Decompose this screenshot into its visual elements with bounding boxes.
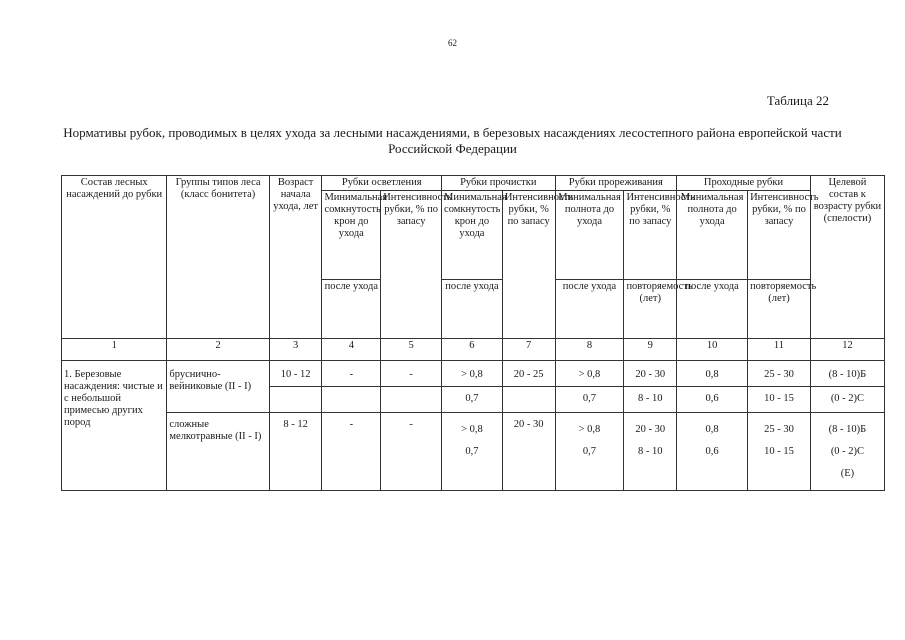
data-cell: > 0,8 [442,361,503,387]
header-min-fullness: Минимальная полнота до ухода [555,191,624,280]
start-age-cell: 8 - 12 [269,413,322,491]
data-cell: 0,6 [705,446,719,457]
data-cell: 0,7 [465,446,479,457]
header-after-care: после ухода [322,280,381,339]
column-number: 3 [269,339,322,361]
column-number: 8 [555,339,624,361]
header-min-density: Минимальная сомкнутость крон до ухода [322,191,381,280]
forest-group-name: сложные мелкотравные (II - I) [167,413,269,491]
header-start-age: Возраст начала ухода, лет [269,176,322,339]
data-cell: > 0,8 [578,424,601,435]
page-number: 62 [448,38,457,48]
data-cell: - [381,413,442,491]
data-cell: - [381,361,442,387]
data-cell: > 0,8 [461,424,483,435]
data-cell: 20 - 25 [502,361,555,387]
data-cell [502,387,555,413]
header-clearing: Рубки осветления [322,176,442,191]
data-cell: 20 - 30 [624,361,677,387]
column-number: 7 [502,339,555,361]
data-cell: - [322,361,381,387]
header-composition: Состав лесных насаждений до рубки [62,176,167,339]
column-number: 11 [748,339,811,361]
start-age-cell [269,387,322,413]
header-target: Целевой состав к возрасту рубки (спелости) [810,176,884,339]
header-intensity: Интенсивность рубки, % по запасу [748,191,811,280]
header-intensity: Интенсивность рубки, % по запасу [502,191,555,339]
header-repeat: повторяемость (лет) [624,280,677,339]
header-cleaning: Рубки прочистки [442,176,556,191]
header-thinning: Рубки прореживания [555,176,677,191]
norms-table [61,175,885,491]
data-cell: (0 - 2)С [810,387,884,413]
data-cell: (8 - 10)Б [828,424,867,435]
column-number: 5 [381,339,442,361]
data-cell: 10 - 15 [748,387,811,413]
data-cell: 10 - 15 [764,446,794,457]
data-cell: (Е) [840,468,855,479]
data-cell: 0,6 [677,387,748,413]
data-cell: 0,8 [705,424,719,435]
data-cell: 8 - 10 [624,387,677,413]
forest-group-name: бруснично-вейниковые (II - I) [167,361,269,413]
column-number: 2 [167,339,269,361]
column-number: 10 [677,339,748,361]
data-cell: (8 - 10)Б [810,361,884,387]
data-cell: > 0,8 [555,361,624,387]
data-cell: 25 - 30 [764,424,794,435]
header-forest-type-groups: Группы типов леса (класс бонитета) [167,176,269,339]
table-title: Нормативы рубок, проводимых в целях ухода за лесными насаждениями, в березовых насаждениях лесостепного района европейской части Российской Федерации [63,125,842,156]
column-number: 6 [442,339,503,361]
data-cell: 0,8 [677,361,748,387]
data-cell: 20 - 30 [502,413,555,491]
data-cell: 8 - 10 [638,446,663,457]
column-number: 4 [322,339,381,361]
header-passage: Проходные рубки [677,176,811,191]
data-cell [381,387,442,413]
header-min-fullness: Минимальная полнота до ухода [677,191,748,280]
data-cell: 25 - 30 [748,361,811,387]
start-age-cell: 10 - 12 [269,361,322,387]
column-number: 12 [810,339,884,361]
header-repeat: повторяемость (лет) [748,280,811,339]
data-cell: 0,7 [582,446,597,457]
data-cell [322,387,381,413]
header-after-care: после ухода [442,280,503,339]
composition-cell: 1. Березовые насаждения: чистые и с небольшой примесью других пород [62,361,167,491]
data-cell: 0,7 [555,387,624,413]
data-cell: 0,7 [442,387,503,413]
data-cell: (0 - 2)С [830,446,865,457]
table-label: Таблица 22 [766,93,829,108]
header-intensity: Интенсивность рубки, % по запасу [381,191,442,339]
header-intensity: Интенсивность рубки, % по запасу [624,191,677,280]
header-after-care: после ухода [555,280,624,339]
data-cell: 20 - 30 [635,424,666,435]
header-after-care: после ухода [677,280,748,339]
column-number: 1 [62,339,167,361]
header-min-density: Минимальная сомкнутость крон до ухода [442,191,503,280]
column-number: 9 [624,339,677,361]
data-cell: - [322,413,381,491]
